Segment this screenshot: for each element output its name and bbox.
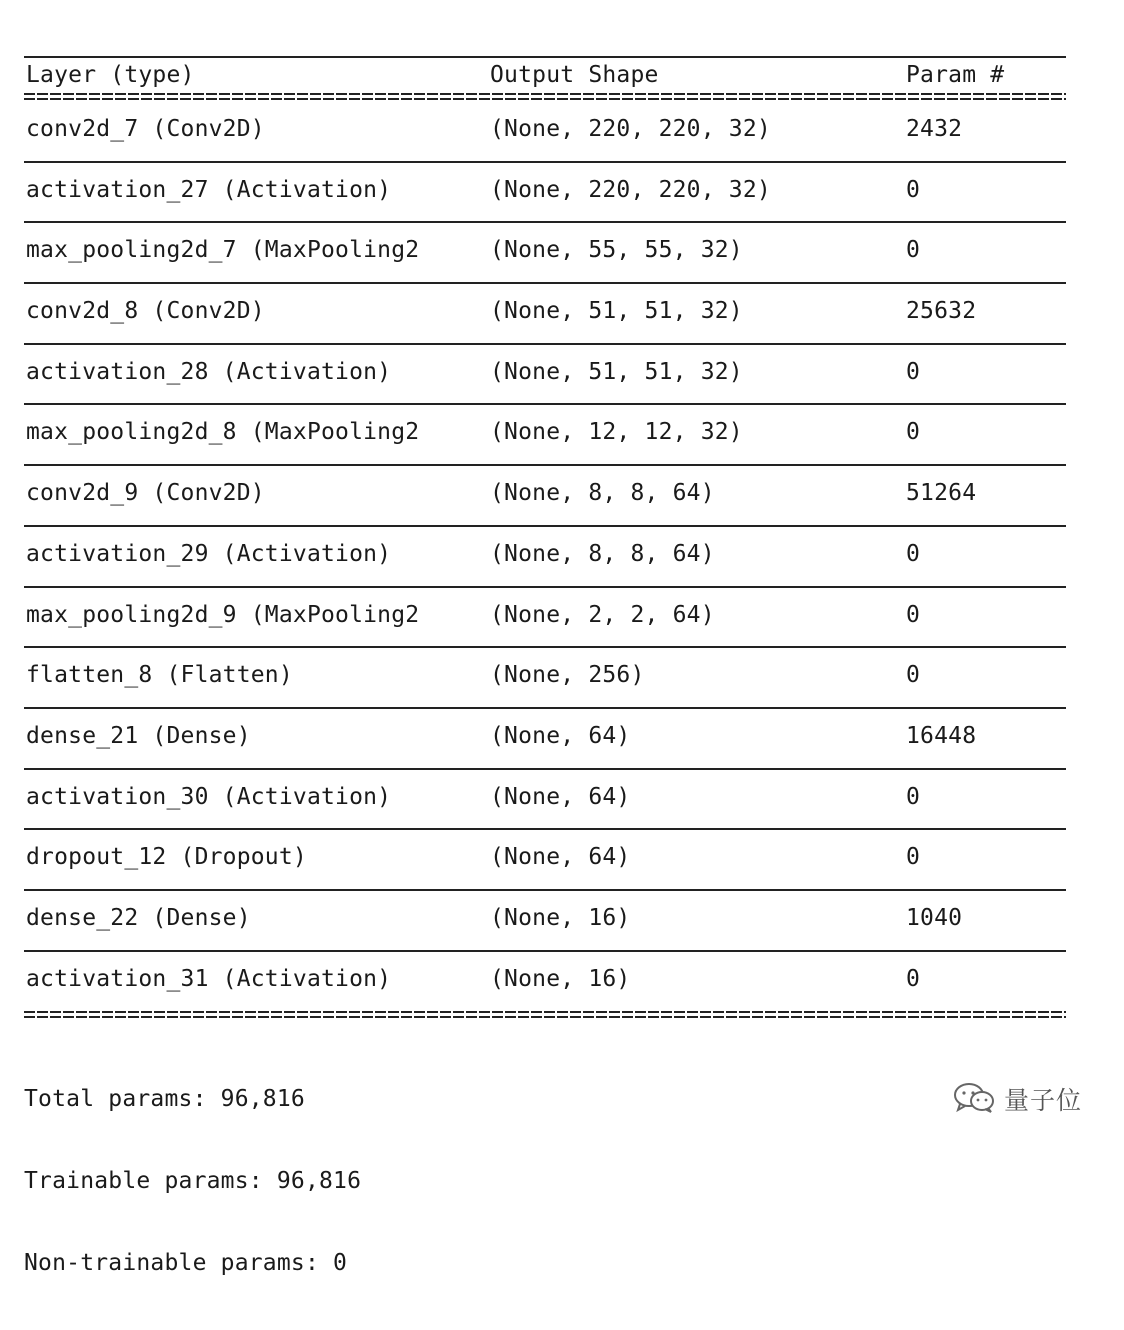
param-count: 16448 bbox=[906, 722, 977, 749]
output-shape: (None, 64) bbox=[490, 844, 631, 871]
layer-name: activation_31 (Activation) bbox=[26, 965, 392, 992]
layer-name: conv2d_7 (Conv2D) bbox=[26, 116, 265, 142]
header-row bbox=[24, 58, 1066, 92]
output-shape: (None, 16) bbox=[490, 904, 631, 931]
layer-name: dense_21 (Dense) bbox=[26, 722, 251, 749]
param-count: 25632 bbox=[906, 298, 977, 325]
table-row bbox=[24, 952, 1066, 1011]
output-shape: (None, 8, 8, 64) bbox=[490, 480, 715, 507]
footer-divider bbox=[24, 1010, 1066, 1020]
layer-name: max_pooling2d_7 (MaxPooling2 bbox=[26, 237, 420, 264]
output-shape: (None, 256) bbox=[490, 662, 645, 689]
table-row bbox=[24, 588, 1066, 647]
total-params: Total params: 96,816 bbox=[24, 1086, 305, 1113]
param-count: 0 bbox=[906, 237, 921, 264]
param-count: 0 bbox=[906, 662, 921, 689]
param-count: 0 bbox=[906, 601, 921, 628]
param-count: 2432 bbox=[906, 116, 963, 142]
param-count: 0 bbox=[906, 540, 921, 567]
table-row bbox=[24, 102, 1066, 161]
totals bbox=[24, 1032, 1066, 1330]
header-param: Param # bbox=[906, 62, 1005, 88]
layer-name: activation_29 (Activation) bbox=[26, 540, 392, 567]
layer-name: conv2d_8 (Conv2D) bbox=[26, 298, 265, 325]
param-count: 0 bbox=[906, 844, 921, 871]
output-shape: (None, 2, 2, 64) bbox=[490, 601, 715, 628]
output-shape: (None, 51, 51, 32) bbox=[490, 358, 743, 385]
param-count: 51264 bbox=[906, 480, 977, 507]
layer-name: activation_28 (Activation) bbox=[26, 358, 392, 385]
output-shape: (None, 8, 8, 64) bbox=[490, 540, 715, 567]
table-row bbox=[24, 284, 1066, 343]
header-layer: Layer (type) bbox=[26, 62, 195, 88]
param-count: 0 bbox=[906, 965, 921, 992]
table-row bbox=[24, 223, 1066, 282]
table-row bbox=[24, 891, 1066, 950]
table-row bbox=[24, 345, 1066, 404]
layer-name: dense_22 (Dense) bbox=[26, 904, 251, 931]
layer-name: activation_30 (Activation) bbox=[26, 783, 392, 810]
header-output-shape: Output Shape bbox=[490, 62, 659, 88]
table-row bbox=[24, 770, 1066, 829]
watermark bbox=[952, 1080, 1082, 1118]
table-row bbox=[24, 527, 1066, 586]
layer-name: dropout_12 (Dropout) bbox=[26, 844, 307, 871]
param-count: 0 bbox=[906, 783, 921, 810]
layer-name: max_pooling2d_8 (MaxPooling2 bbox=[26, 419, 420, 446]
layer-name: flatten_8 (Flatten) bbox=[26, 662, 293, 689]
table-row bbox=[24, 648, 1066, 707]
table-row bbox=[24, 709, 1066, 768]
layer-table bbox=[24, 102, 1066, 1010]
output-shape: (None, 51, 51, 32) bbox=[490, 298, 743, 325]
table-row bbox=[24, 163, 1066, 222]
watermark-text: 量子位 bbox=[1004, 1086, 1083, 1115]
output-shape: (None, 220, 220, 32) bbox=[490, 176, 771, 203]
table-row bbox=[24, 830, 1066, 889]
trainable-params: Trainable params: 96,816 bbox=[24, 1168, 362, 1195]
table-row bbox=[24, 405, 1066, 464]
table-row bbox=[24, 466, 1066, 525]
param-count: 0 bbox=[906, 358, 921, 385]
output-shape: (None, 220, 220, 32) bbox=[490, 116, 771, 142]
layer-name: max_pooling2d_9 (MaxPooling2 bbox=[26, 601, 420, 628]
header-divider bbox=[24, 92, 1066, 102]
output-shape: (None, 64) bbox=[490, 783, 631, 810]
wechat-icon bbox=[952, 1080, 998, 1118]
layer-name: conv2d_9 (Conv2D) bbox=[26, 480, 265, 507]
output-shape: (None, 16) bbox=[490, 965, 631, 992]
model-summary bbox=[24, 56, 1066, 1330]
param-count: 0 bbox=[906, 176, 921, 203]
non-trainable-params: Non-trainable params: 0 bbox=[24, 1250, 348, 1277]
param-count: 0 bbox=[906, 419, 921, 446]
layer-name: activation_27 (Activation) bbox=[26, 176, 392, 203]
output-shape: (None, 12, 12, 32) bbox=[490, 419, 743, 446]
param-count: 1040 bbox=[906, 904, 963, 931]
output-shape: (None, 55, 55, 32) bbox=[490, 237, 743, 264]
output-shape: (None, 64) bbox=[490, 722, 631, 749]
